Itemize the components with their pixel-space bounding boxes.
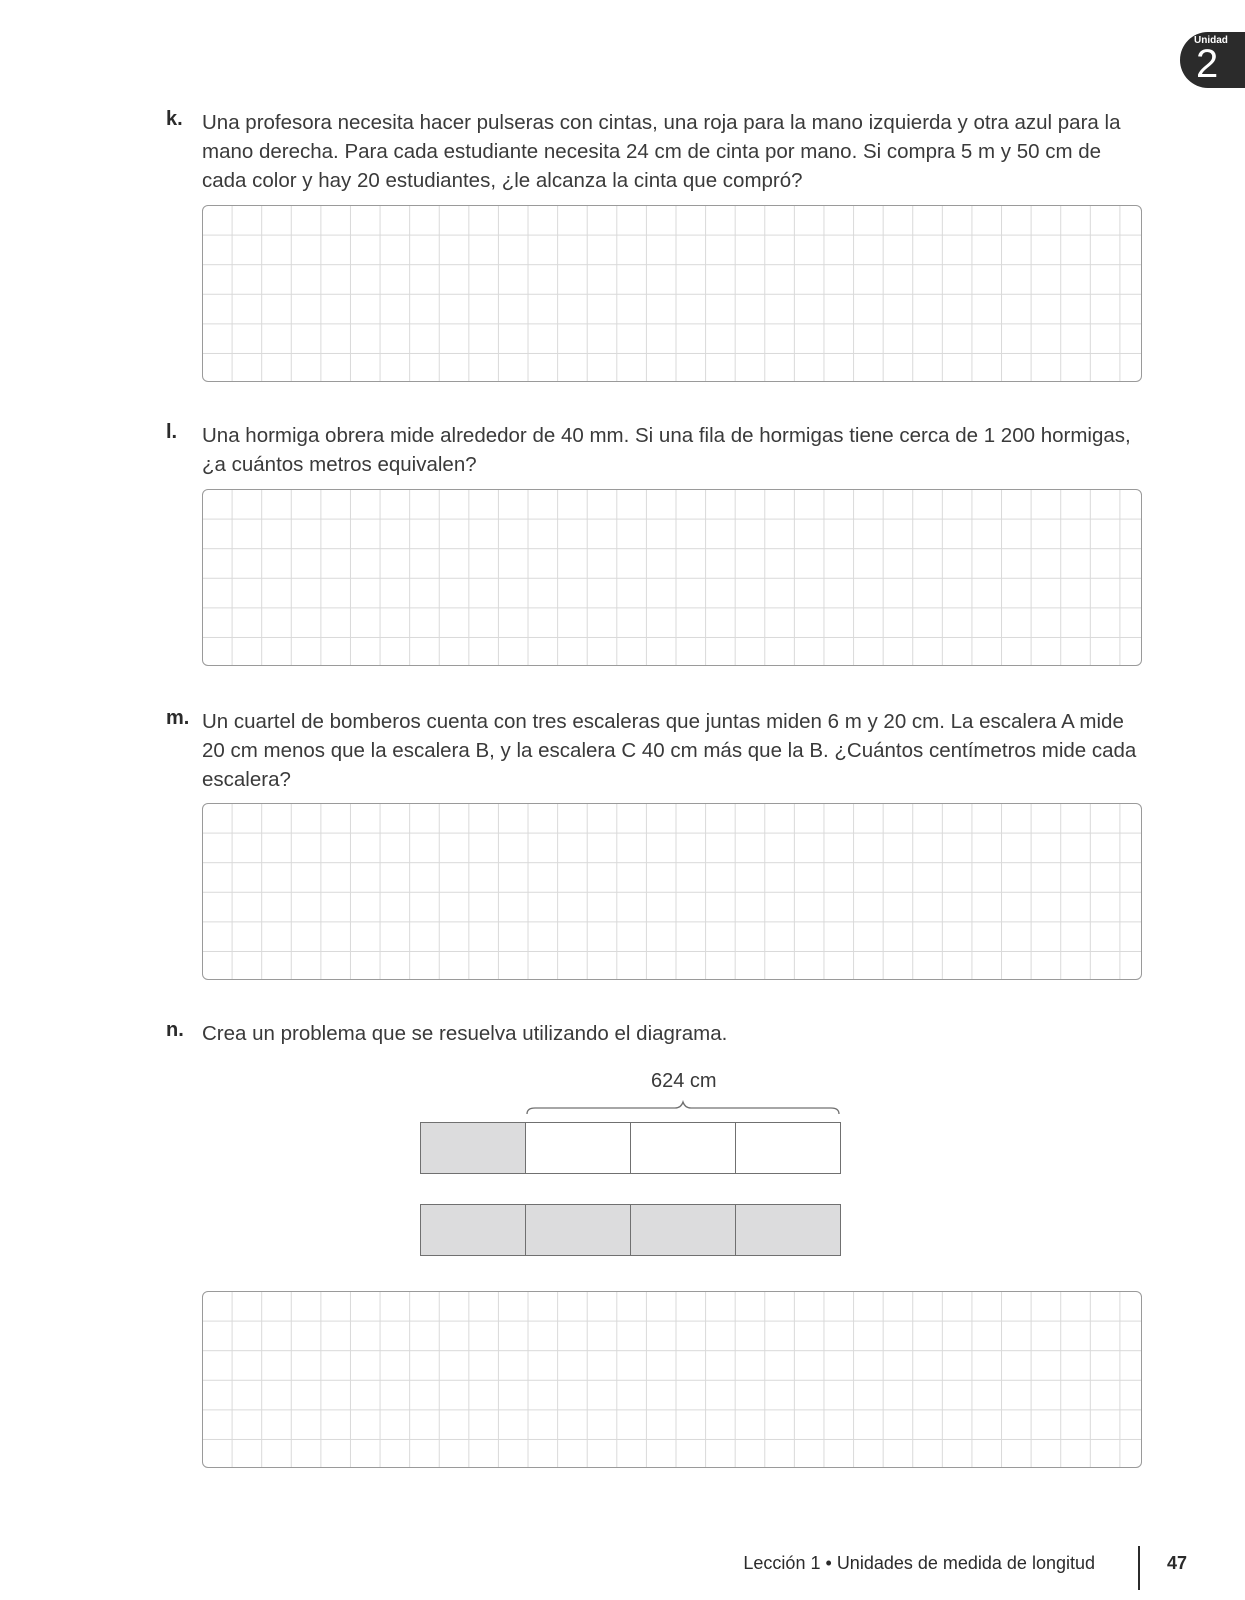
bar-segment bbox=[525, 1122, 631, 1174]
bottom-bar bbox=[420, 1204, 841, 1256]
problem-letter: m. bbox=[166, 707, 190, 729]
problem-letter: l. bbox=[166, 421, 178, 443]
unit-label: Unidad bbox=[1194, 35, 1228, 46]
brace-icon bbox=[525, 1100, 845, 1120]
page-number: 47 bbox=[1167, 1553, 1188, 1573]
answer-grid-l[interactable] bbox=[202, 489, 1142, 666]
bar-segment bbox=[735, 1122, 841, 1174]
unit-number: 2 bbox=[1196, 42, 1219, 86]
answer-grid-m[interactable] bbox=[202, 803, 1142, 980]
problem-text: Crea un problema que se resuelva utilizando el diagrama. bbox=[202, 1022, 728, 1045]
bar-segment bbox=[525, 1204, 631, 1256]
bar-segment bbox=[420, 1122, 526, 1174]
unit-badge bbox=[1180, 32, 1245, 88]
answer-grid-k[interactable] bbox=[202, 205, 1142, 382]
bar-segment bbox=[735, 1204, 841, 1256]
brace-label: 624 cm bbox=[651, 1070, 717, 1092]
answer-grid-n[interactable] bbox=[202, 1291, 1142, 1468]
footer-divider bbox=[1138, 1546, 1140, 1590]
bar-diagram bbox=[420, 1068, 850, 1258]
problem-letter: k. bbox=[166, 108, 183, 130]
top-bar bbox=[420, 1122, 841, 1174]
problem-text: Una profesora necesita hacer pulseras con cintas, una roja para la mano izquierda y otra azul para la mano derecha. Para cada estudiante necesita 24 cm de cinta por mano. Si compra 5 m y 50 cm de cada color y hay 20 estudiantes, ¿le alcanza la cinta que compró? bbox=[202, 111, 1121, 192]
problem-text: Una hormiga obrera mide alrededor de 40 mm. Si una fila de hormigas tiene cerca de 1 200 hormigas, ¿a cuántos metros equivalen? bbox=[202, 424, 1131, 476]
lesson-label: Lección 1 bbox=[743, 1553, 821, 1573]
bar-segment bbox=[630, 1122, 736, 1174]
problem-letter: n. bbox=[166, 1019, 184, 1041]
bar-segment bbox=[420, 1204, 526, 1256]
footer-lesson bbox=[743, 1553, 1095, 1574]
problem-text: Un cuartel de bomberos cuenta con tres escaleras que juntas miden 6 m y 20 cm. La escalera A mide 20 cm menos que la escalera B, y la escalera C 40 cm más que la B. ¿Cuántos centímetros mide cada escalera? bbox=[202, 710, 1137, 791]
bullet-separator: • bbox=[825, 1553, 832, 1573]
lesson-topic: Unidades de medida de longitud bbox=[836, 1553, 1095, 1573]
bar-segment bbox=[630, 1204, 736, 1256]
